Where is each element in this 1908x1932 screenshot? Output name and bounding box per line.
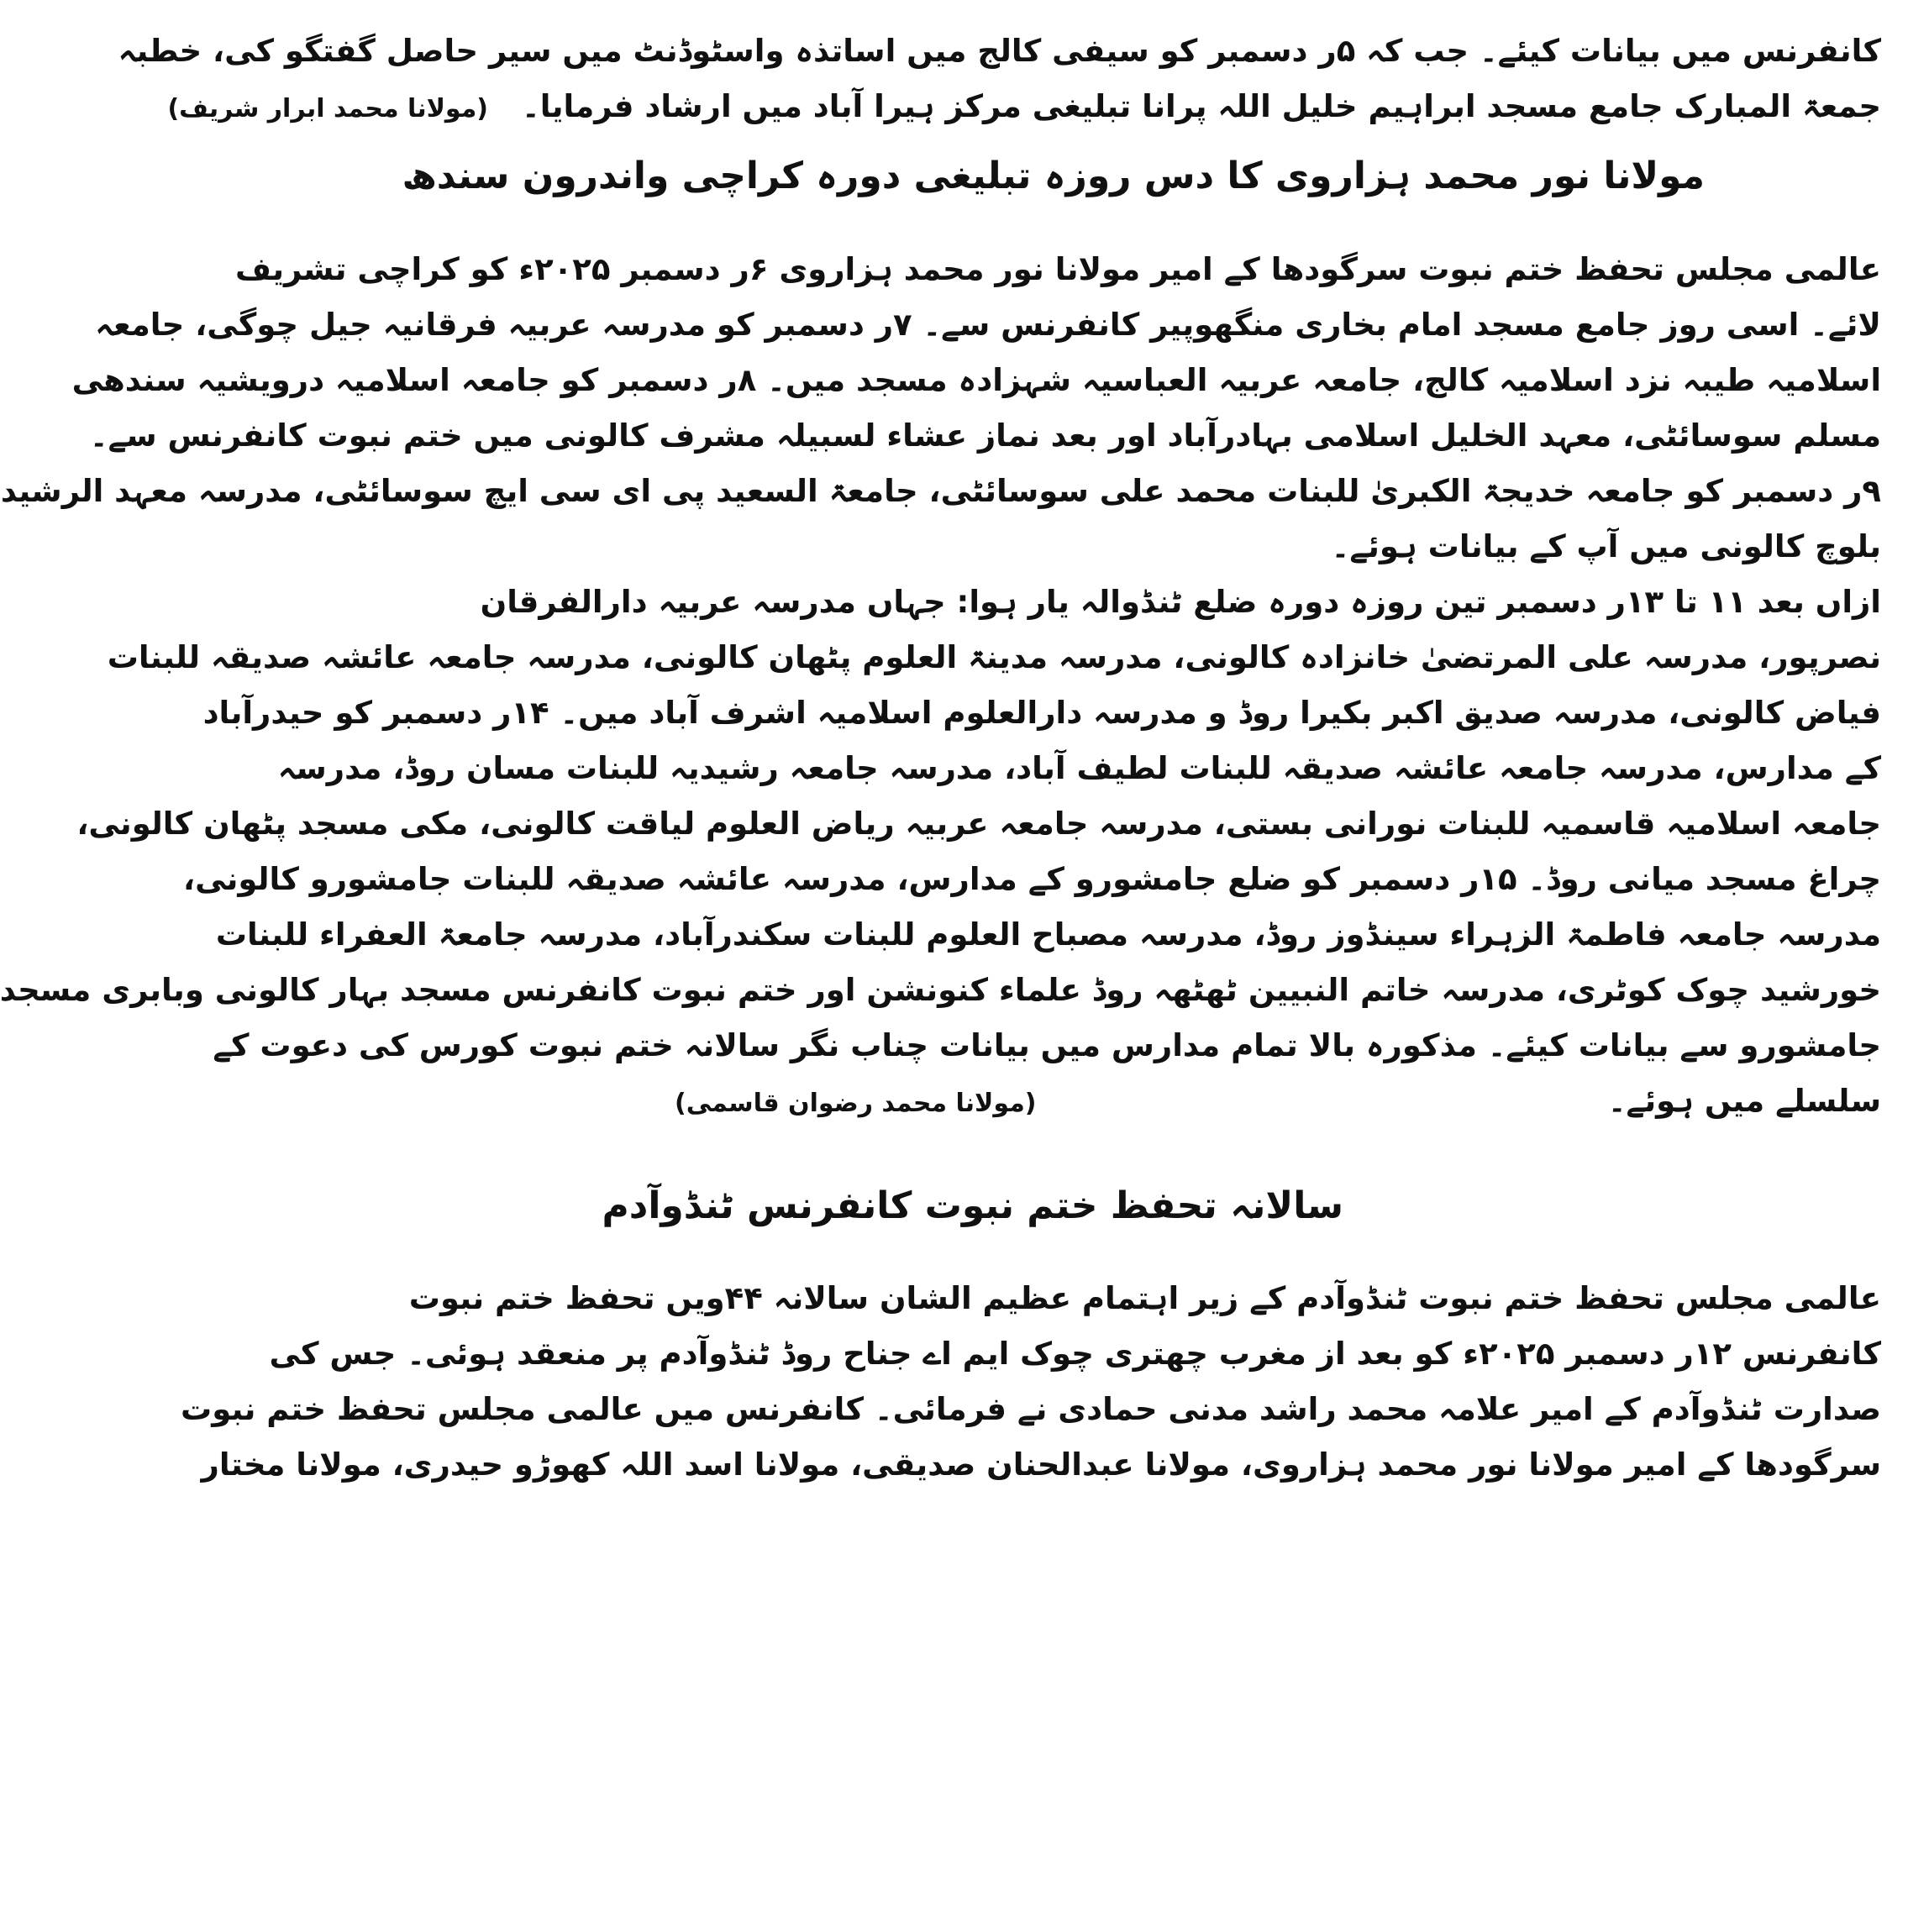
text-line: عالمی مجلس تحفظ ختم نبوت ٹنڈوآدم کے زیر اہتمام عظیم الشان سالانہ ۴۴ویں تحفظ ختم نبوت	[408, 1280, 1881, 1317]
text-line: نصرپور، مدرسہ علی المرتضیٰ خانزادہ کالونی، مدرسہ مدینۃ العلوم پٹھان کالونی، مدرسہ جامعہ عائشہ صدیقہ للبنات	[107, 638, 1881, 675]
text-line: کانفرنس میں بیانات کیئے۔ جب کہ ۵ر دسمبر کو سیفی کالج میں اساتذہ واسٹوڈنٹ میں سیر حاصل گفتگو کی، خطبہ	[118, 33, 1881, 69]
text-line: چراغ مسجد میانی روڈ۔ ۱۵ر دسمبر کو ضلع جامشورو کے مدارس، مدرسہ عائشہ صدیقہ للبنات جامشورو کالونی،	[183, 860, 1881, 897]
text-line: ۹ر دسمبر کو جامعہ خدیجۃ الکبریٰ للبنات محمد علی سوسائٹی، جامعۃ السعید پی ای سی ایچ سوسائٹی، مدرسہ معہد الرشید	[0, 472, 1881, 509]
text-line: فیاض کالونی، مدرسہ صدیق اکبر بکیرا روڈ و مدرسہ دارالعلوم اسلامیہ اشرف آباد میں۔ ۱۴ر دسمبر کو حیدرآباد	[202, 694, 1881, 731]
author-credit: (مولانا محمد ابرار شریف)	[167, 94, 489, 123]
text-line: صدارت ٹنڈوآدم کے امیر علامہ محمد راشد مدنی حمادی نے فرمائی۔ کانفرنس میں عالمی مجلس تحفظ ختم نبوت	[181, 1391, 1881, 1428]
text-line: جمعۃ المبارک جامع مسجد ابراہیم خلیل اللہ پرانا تبلیغی مرکز ہیرا آباد میں ارشاد فرمایا۔	[522, 88, 1881, 124]
text-line: ازاں بعد ۱۱ تا ۱۳ر دسمبر تین روزہ دورہ ضلع ٹنڈوالہ یار ہوا: جہاں مدرسہ عربیہ دارالفرقان	[480, 583, 1881, 620]
text-line: مدرسہ جامعہ فاطمۃ الزہراء سینڈوز روڈ، مدرسہ مصباح العلوم للبنات سکندرآباد، مدرسہ جامعۃ العفراء للبنات	[215, 916, 1881, 953]
text-line: خورشید چوک کوٹری، مدرسہ خاتم النبیین ٹھٹھہ روڈ علماء کنونشن اور ختم نبوت کانفرنس مسجد بہار کالونی وبابری مسجد	[0, 971, 1881, 1008]
article-heading: مولانا نور محمد ہزاروی کا دس روزہ تبلیغی دورہ کراچی واندرون سندھ	[402, 155, 1705, 197]
text-line: مسلم سوسائٹی، معہد الخلیل اسلامی بہادرآباد اور بعد نماز عشاء لسبیلہ مشرف کالونی میں ختم نبوت کانفرنس سے۔	[89, 417, 1881, 454]
article-paragraph	[181, 1271, 1881, 1493]
text-line: عالمی مجلس تحفظ ختم نبوت سرگودھا کے امیر مولانا نور محمد ہزاروی ۶ر دسمبر ۲۰۲۵ء کو کراچی تشریف	[235, 250, 1881, 287]
article-closing-row	[675, 1074, 1881, 1131]
text-line: بلوچ کالونی میں آپ کے بیانات ہوئے۔	[1331, 528, 1881, 564]
author-credit: (مولانا محمد رضوان قاسمی)	[675, 1088, 1037, 1118]
article-tando-adam-conference	[181, 1172, 1881, 1494]
text-line: سرگودھا کے امیر مولانا نور محمد ہزاروی، مولانا عبدالحنان صدیقی، مولانا اسد اللہ کھوڑو حیدری، مولانا مختار	[201, 1446, 1881, 1483]
text-line: اسلامیہ طیبہ نزد اسلامیہ کالج، جامعہ عربیہ العباسیہ شہزادہ مسجد میں۔ ۸ر دسمبر کو جامعہ اسلامیہ درویشیہ سندھی	[71, 361, 1881, 398]
article-paragraph	[0, 575, 1881, 1131]
text-line: جامعہ اسلامیہ قاسمیہ للبنات نورانی بستی، مدرسہ جامعہ عربیہ ریاض العلوم لیاقت کالونی، مکی مسجد پٹھان کالونی،	[76, 805, 1881, 842]
intro-section	[118, 24, 1881, 137]
text-line: کے مدارس، مدرسہ جامعہ عائشہ صدیقہ للبنات لطیف آباد، مدرسہ جامعہ رشیدیہ للبنات مسان روڈ، مدرسہ	[277, 749, 1881, 786]
article-paragraph	[0, 242, 1881, 575]
intro-paragraph	[118, 24, 1881, 137]
article-heading: سالانہ تحفظ ختم نبوت کانفرنس ٹنڈوآدم	[602, 1184, 1343, 1227]
intro-closing-row	[167, 79, 1881, 137]
text-line: سلسلے میں ہوئے۔	[1607, 1082, 1881, 1119]
text-line: کانفرنس ۱۲ر دسمبر ۲۰۲۵ء کو بعد از مغرب چھتری چوک ایم اے جناح روڈ ٹنڈوآدم پر منعقد ہوئی۔ جس کی	[269, 1336, 1881, 1373]
text-line: جامشورو سے بیانات کیئے۔ مذکورہ بالا تمام مدارس میں بیانات چناب نگر سالانہ ختم نبوت کورس کی دعوت کے	[213, 1026, 1881, 1063]
article-hazarvi-tour	[0, 142, 1881, 1131]
text-line: لائے۔ اسی روز جامع مسجد امام بخاری منگھوپیر کانفرنس سے۔ ۷ر دسمبر کو مدرسہ عربیہ فرقانیہ جیل چوگی، جامعہ	[95, 306, 1881, 343]
